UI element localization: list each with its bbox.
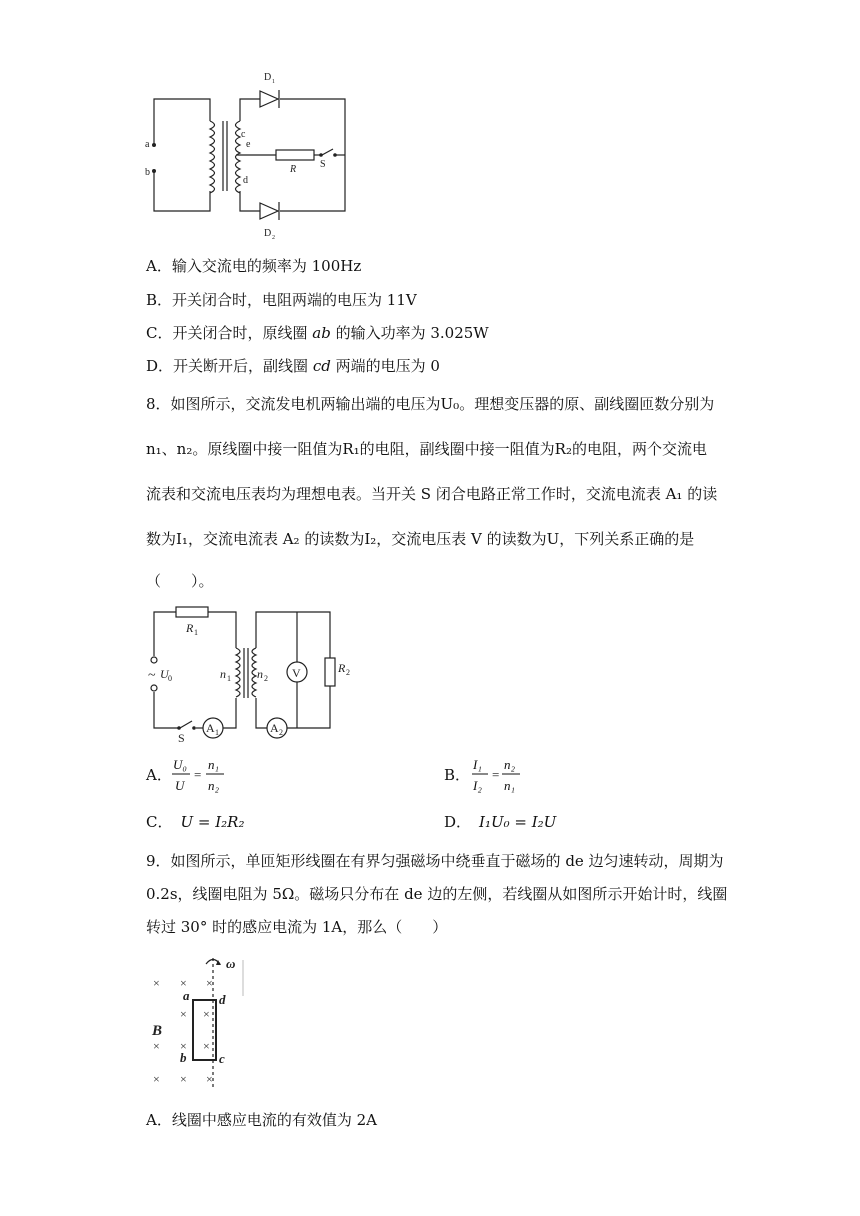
field-cross-mark: × xyxy=(153,976,160,990)
label-omega: ω xyxy=(226,956,236,971)
label-s: S xyxy=(178,731,185,745)
label-n2: n xyxy=(257,667,263,681)
formula-rnum: n₂ xyxy=(504,757,516,772)
label-b-field: B xyxy=(152,1023,163,1039)
q8-option-a xyxy=(146,765,172,785)
q8-stem-line-4: 数为I₁，交流电流表 A₂ 的读数为I₂，交流电压表 V 的读数为U，下列关系正确的是 xyxy=(146,530,695,548)
label-n1-sub: 1 xyxy=(227,674,231,683)
q9-stem-line-1: 9．如图所示，单匝矩形线圈在有界匀强磁场中绕垂直于磁场的 de 边匀速转动，周期为 xyxy=(146,852,724,870)
option-label: A． xyxy=(146,766,172,784)
label-tilde: ~ xyxy=(148,668,156,683)
q9-stem-line-2: 0.2s，线圈电阻为 5Ω。磁场只分布在 de 边的左侧，若线圈从如图所示开始计时，线圈 xyxy=(146,885,728,903)
q7-option-a xyxy=(146,256,361,276)
label-a2-sub: 2 xyxy=(279,728,283,737)
formula-den: U xyxy=(175,778,185,793)
label-r1: R xyxy=(186,621,194,635)
label-s: S xyxy=(320,159,326,170)
formula-eq: = xyxy=(492,767,500,782)
q8-option-c xyxy=(146,812,244,832)
field-cross-mark: × xyxy=(153,1072,160,1086)
label-r1-sub: 1 xyxy=(194,628,198,637)
q7-option-d xyxy=(146,356,440,376)
formula-num: I₁ xyxy=(473,757,482,772)
formula-den: I₂ xyxy=(473,778,482,793)
label-r2: R xyxy=(338,661,346,675)
option-label: C． xyxy=(146,324,173,342)
label-d: d xyxy=(219,992,226,1007)
field-cross-mark: × xyxy=(206,976,213,990)
label-r: R xyxy=(290,164,297,175)
formula-rden: n₂ xyxy=(208,778,220,793)
q8-option-a-formula xyxy=(170,754,230,796)
option-label: B． xyxy=(146,291,173,309)
option-formula: I₁U₀ = I₂U xyxy=(479,813,557,831)
label-a2: A xyxy=(270,721,279,735)
label-u0-sub: 0 xyxy=(168,674,172,683)
q8-option-d xyxy=(444,812,556,832)
label-b: b xyxy=(145,167,150,178)
label-v: V xyxy=(292,666,301,680)
label-n2-sub: 2 xyxy=(264,674,268,683)
field-cross-mark: × xyxy=(180,976,187,990)
label-e: e xyxy=(246,139,251,150)
q8-stem-line-3: 流表和交流电压表均为理想电表。当开关 S 闭合电路正常工作时，交流电流表 A₁ 的读 xyxy=(146,485,718,503)
label-c: c xyxy=(219,1051,225,1066)
label-n1: n xyxy=(220,667,226,681)
formula-rden: n₁ xyxy=(504,778,516,793)
q9-option-a xyxy=(146,1110,377,1130)
label-a1: A xyxy=(206,721,215,735)
q8-stem-line-1: 8．如图所示，交流发电机两输出端的电压为U₀。理想变压器的原、副线圈匝数分别为 xyxy=(146,395,715,413)
label-d1-sub: 1 xyxy=(272,79,275,85)
field-cross-mark: × xyxy=(206,1072,213,1086)
label-a: a xyxy=(145,139,150,150)
field-cross-mark: × xyxy=(203,1039,210,1053)
q9-field-figure xyxy=(140,950,260,1090)
q8-option-b-formula xyxy=(470,754,530,796)
option-label: D． xyxy=(146,357,174,375)
option-label: D． xyxy=(444,813,472,831)
label-d: d xyxy=(243,175,248,186)
label-u0: U xyxy=(160,667,169,681)
option-text: 输入交流电的频率为 100Hz xyxy=(171,257,362,275)
option-text: 开关闭合时，电阻两端的电压为 11V xyxy=(172,291,417,309)
field-cross-mark: × xyxy=(203,1007,210,1021)
q8-stem-line-5: （ ）。 xyxy=(146,572,214,590)
q7-circuit-diagram xyxy=(140,66,370,246)
option-text: 开关断开后，副线圈 xyxy=(173,357,313,375)
field-cross-mark: × xyxy=(180,1072,187,1086)
formula-num: U₀ xyxy=(173,757,187,772)
q7-option-b xyxy=(146,290,417,310)
option-italic: cd xyxy=(312,357,331,375)
q9-stem-line-3: 转过 30° 时的感应电流为 1A，那么（ ） xyxy=(146,918,448,936)
label-d2-sub: 2 xyxy=(272,235,275,241)
option-label: A． xyxy=(146,257,172,275)
option-label: A． xyxy=(146,1111,172,1129)
label-b: b xyxy=(180,1050,187,1065)
formula-rnum: n₁ xyxy=(208,757,220,772)
option-text: 线圈中感应电流的有效值为 2A xyxy=(171,1111,377,1129)
q8-stem-line-2: n₁、n₂。原线圈中接一阻值为R₁的电阻，副线圈中接一阻值为R₂的电阻，两个交流电 xyxy=(146,440,707,458)
option-text: 的输入功率为 3.025W xyxy=(330,324,489,342)
field-cross-mark: × xyxy=(180,1039,187,1053)
label-d1: D xyxy=(264,72,272,83)
field-cross-mark: × xyxy=(180,1007,187,1021)
option-label: C． xyxy=(146,813,173,831)
option-formula: U = I₂R₂ xyxy=(180,813,245,831)
label-r2-sub: 2 xyxy=(346,668,350,677)
q8-circuit-diagram xyxy=(140,600,370,745)
label-d2: D xyxy=(264,228,272,239)
label-a: a xyxy=(183,988,190,1003)
option-italic: ab xyxy=(312,324,331,342)
option-text: 开关闭合时，原线圈 xyxy=(172,324,313,342)
field-cross-mark: × xyxy=(153,1039,160,1053)
label-c: c xyxy=(241,129,246,140)
formula-eq: = xyxy=(194,767,202,782)
label-a1-sub: 1 xyxy=(215,728,219,737)
option-label: B． xyxy=(444,766,471,784)
q7-option-c xyxy=(146,323,489,343)
option-text: 两端的电压为 0 xyxy=(330,357,440,375)
q8-option-b xyxy=(444,765,470,785)
